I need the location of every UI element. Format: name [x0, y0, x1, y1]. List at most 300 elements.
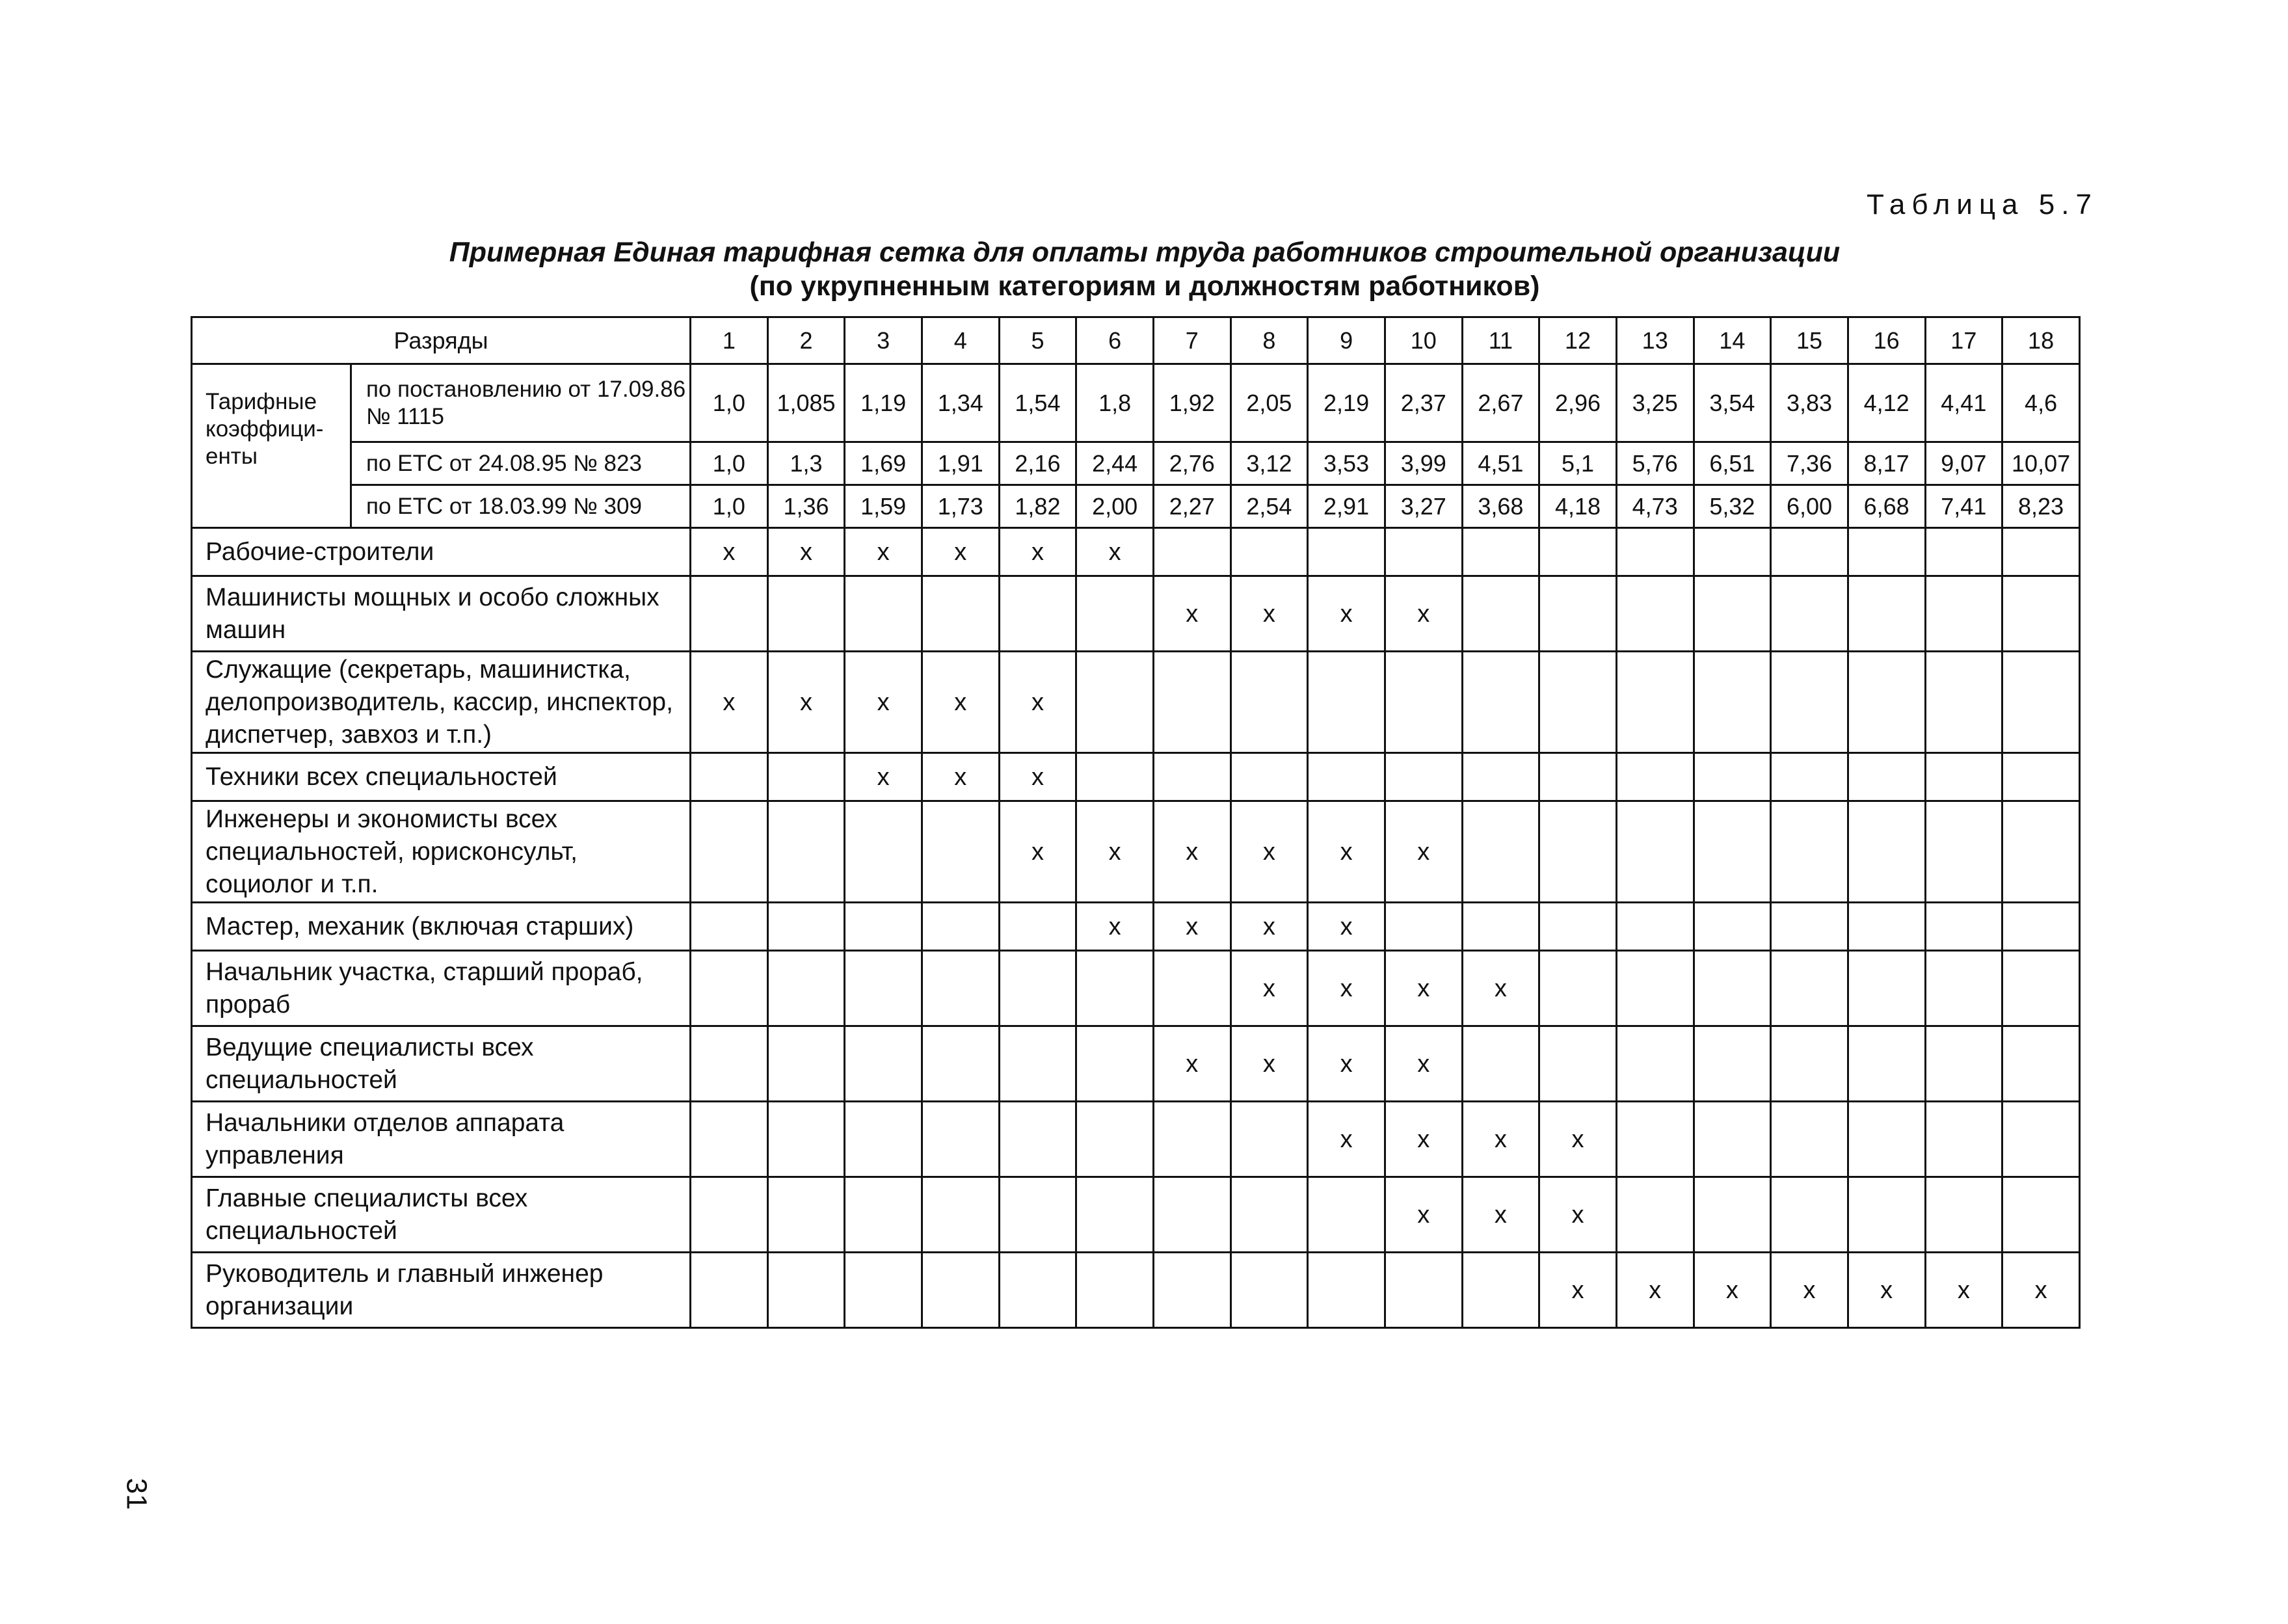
grade-mark-cell: x — [1385, 1102, 1462, 1177]
coefficient-value: 3,12 — [1230, 442, 1308, 485]
grade-mark-cell — [1925, 1102, 2002, 1177]
coefficient-value: 4,41 — [1925, 364, 2002, 442]
grade-mark-cell — [845, 1177, 922, 1253]
coefficient-value: 2,44 — [1076, 442, 1154, 485]
category-row — [192, 753, 2080, 801]
coefficient-value: 1,54 — [999, 364, 1076, 442]
grade-number: 13 — [1616, 317, 1694, 364]
grade-mark-cell — [1925, 801, 2002, 903]
coefficient-value: 2,67 — [1462, 364, 1539, 442]
grade-mark-cell — [922, 1177, 999, 1253]
grade-mark-cell — [1308, 1177, 1385, 1253]
category-label: Начальник участка, старший прораб, прораб — [192, 951, 691, 1026]
grade-mark-cell — [922, 951, 999, 1026]
grade-number: 16 — [1848, 317, 1925, 364]
grade-mark-cell — [922, 1253, 999, 1328]
grade-mark-cell: x — [1308, 903, 1385, 951]
grade-mark-cell: x — [1462, 951, 1539, 1026]
category-label: Техники всех специальностей — [192, 753, 691, 801]
coefficient-value: 4,6 — [2002, 364, 2080, 442]
page-number: 31 — [120, 1478, 153, 1510]
grade-mark-cell — [691, 951, 768, 1026]
grade-mark-cell: x — [922, 528, 999, 576]
grade-mark-cell — [767, 753, 845, 801]
grade-mark-cell: x — [999, 753, 1076, 801]
grade-mark-cell — [1153, 753, 1230, 801]
grade-mark-cell: x — [767, 528, 845, 576]
grade-mark-cell — [1308, 652, 1385, 753]
category-label: Рабочие-строители — [192, 528, 691, 576]
grade-mark-cell — [1925, 652, 2002, 753]
category-row — [192, 576, 2080, 652]
coefficient-value: 2,05 — [1230, 364, 1308, 442]
grade-mark-cell — [1616, 528, 1694, 576]
grade-mark-cell — [1076, 576, 1154, 652]
category-label: Инженеры и экономисты всех специальностей, юрисконсульт, социолог и т.п. — [192, 801, 691, 903]
grade-mark-cell: x — [2002, 1253, 2080, 1328]
grade-mark-cell: x — [1462, 1102, 1539, 1177]
grade-number: 6 — [1076, 317, 1154, 364]
grade-mark-cell — [1308, 528, 1385, 576]
grade-mark-cell — [2002, 903, 2080, 951]
grade-mark-cell — [2002, 801, 2080, 903]
grade-mark-cell — [767, 1253, 845, 1328]
grade-mark-cell — [1539, 753, 1617, 801]
grade-mark-cell — [767, 951, 845, 1026]
coefficient-source-label: по ЕТС от 18.03.99 № 309 — [351, 485, 691, 528]
grade-number: 9 — [1308, 317, 1385, 364]
grade-mark-cell — [1925, 1177, 2002, 1253]
grade-mark-cell — [1771, 652, 1848, 753]
grade-mark-cell: x — [1308, 576, 1385, 652]
grade-mark-cell — [691, 1026, 768, 1102]
grade-mark-cell: x — [691, 652, 768, 753]
coefficient-value: 1,91 — [922, 442, 999, 485]
grade-number: 3 — [845, 317, 922, 364]
grade-mark-cell — [845, 1026, 922, 1102]
grade-mark-cell — [767, 1177, 845, 1253]
coefficient-value: 4,73 — [1616, 485, 1694, 528]
grade-mark-cell: x — [999, 652, 1076, 753]
coefficient-value: 8,17 — [1848, 442, 1925, 485]
grade-mark-cell: x — [1153, 903, 1230, 951]
grade-mark-cell — [1848, 652, 1925, 753]
grade-mark-cell — [1462, 903, 1539, 951]
grade-mark-cell — [1230, 528, 1308, 576]
grade-mark-cell — [2002, 1102, 2080, 1177]
grade-mark-cell — [1385, 652, 1462, 753]
grade-mark-cell: x — [845, 652, 922, 753]
category-row — [192, 1253, 2080, 1328]
grade-mark-cell — [691, 801, 768, 903]
coefficient-value: 4,18 — [1539, 485, 1617, 528]
grade-mark-cell — [767, 903, 845, 951]
grade-mark-cell: x — [1694, 1253, 1771, 1328]
grade-mark-cell — [1771, 1177, 1848, 1253]
grade-mark-cell — [691, 1177, 768, 1253]
coefficient-value: 3,25 — [1616, 364, 1694, 442]
grade-mark-cell — [1076, 1026, 1154, 1102]
grade-mark-cell — [1076, 1177, 1154, 1253]
grade-mark-cell — [1539, 528, 1617, 576]
grade-mark-cell — [2002, 753, 2080, 801]
grade-mark-cell — [1771, 1026, 1848, 1102]
grade-mark-cell — [2002, 951, 2080, 1026]
grade-mark-cell — [1539, 903, 1617, 951]
grade-mark-cell — [999, 1253, 1076, 1328]
grade-mark-cell — [845, 951, 922, 1026]
coefficient-value: 3,99 — [1385, 442, 1462, 485]
grade-mark-cell — [922, 903, 999, 951]
grade-mark-cell — [1694, 903, 1771, 951]
coefficient-value: 1,34 — [922, 364, 999, 442]
grade-mark-cell — [1925, 951, 2002, 1026]
grade-mark-cell — [1616, 652, 1694, 753]
grade-mark-cell: x — [845, 528, 922, 576]
grade-mark-cell: x — [1385, 1177, 1462, 1253]
grade-mark-cell — [1153, 1177, 1230, 1253]
grade-mark-cell — [691, 1253, 768, 1328]
grade-mark-cell — [1616, 576, 1694, 652]
coefficient-value: 1,0 — [691, 485, 768, 528]
grade-mark-cell — [1308, 753, 1385, 801]
grade-mark-cell — [1616, 903, 1694, 951]
grade-mark-cell — [1848, 951, 1925, 1026]
grade-mark-cell — [1771, 576, 1848, 652]
grade-mark-cell — [1925, 576, 2002, 652]
category-label: Начальники отделов аппарата управления — [192, 1102, 691, 1177]
coefficient-value: 3,83 — [1771, 364, 1848, 442]
grade-mark-cell — [999, 903, 1076, 951]
category-label: Машинисты мощных и особо сложных машин — [192, 576, 691, 652]
coefficient-value: 1,8 — [1076, 364, 1154, 442]
grade-mark-cell — [922, 1102, 999, 1177]
grades-header-row — [192, 317, 2080, 364]
grade-mark-cell — [1230, 1253, 1308, 1328]
grade-mark-cell — [1462, 528, 1539, 576]
grade-mark-cell: x — [1153, 576, 1230, 652]
grade-mark-cell — [1230, 1102, 1308, 1177]
grade-mark-cell — [1616, 951, 1694, 1026]
coefficient-value: 3,54 — [1694, 364, 1771, 442]
grade-mark-cell: x — [1616, 1253, 1694, 1328]
coefficient-value: 1,36 — [767, 485, 845, 528]
grade-mark-cell — [1694, 1026, 1771, 1102]
grade-mark-cell — [1616, 753, 1694, 801]
grade-number: 2 — [767, 317, 845, 364]
grade-mark-cell — [1848, 903, 1925, 951]
category-row — [192, 903, 2080, 951]
coefficient-value: 7,36 — [1771, 442, 1848, 485]
grade-mark-cell: x — [1153, 801, 1230, 903]
grade-mark-cell — [1925, 753, 2002, 801]
grade-mark-cell: x — [691, 528, 768, 576]
grade-mark-cell: x — [1308, 1026, 1385, 1102]
grade-mark-cell — [1462, 652, 1539, 753]
coefficient-value: 1,92 — [1153, 364, 1230, 442]
grade-number: 15 — [1771, 317, 1848, 364]
grade-mark-cell — [1616, 1102, 1694, 1177]
coefficient-value: 2,37 — [1385, 364, 1462, 442]
grade-number: 12 — [1539, 317, 1617, 364]
coefficient-value: 1,085 — [767, 364, 845, 442]
coefficient-value: 2,19 — [1308, 364, 1385, 442]
grade-mark-cell — [1771, 1102, 1848, 1177]
grade-mark-cell — [1848, 1177, 1925, 1253]
grade-mark-cell — [845, 801, 922, 903]
grade-mark-cell — [845, 576, 922, 652]
category-label: Мастер, механик (включая старших) — [192, 903, 691, 951]
grade-number: 17 — [1925, 317, 2002, 364]
grade-mark-cell — [1616, 801, 1694, 903]
grade-mark-cell — [1694, 576, 1771, 652]
grade-mark-cell — [2002, 1177, 2080, 1253]
coefficient-row — [192, 442, 2080, 485]
grade-mark-cell — [1076, 1253, 1154, 1328]
grade-mark-cell: x — [1076, 903, 1154, 951]
grade-mark-cell — [1771, 903, 1848, 951]
grade-mark-cell — [1925, 1026, 2002, 1102]
category-row — [192, 1102, 2080, 1177]
grade-mark-cell: x — [1539, 1177, 1617, 1253]
grade-mark-cell — [1076, 652, 1154, 753]
grade-mark-cell — [691, 903, 768, 951]
grade-mark-cell — [1385, 753, 1462, 801]
grade-mark-cell: x — [1076, 528, 1154, 576]
coefficient-value: 10,07 — [2002, 442, 2080, 485]
grade-mark-cell — [2002, 1026, 2080, 1102]
grade-mark-cell: x — [1230, 801, 1308, 903]
grade-mark-cell: x — [1230, 903, 1308, 951]
coefficient-value: 2,91 — [1308, 485, 1385, 528]
grade-mark-cell — [1153, 1102, 1230, 1177]
grade-mark-cell — [1076, 753, 1154, 801]
grade-mark-cell — [2002, 652, 2080, 753]
grade-mark-cell: x — [1230, 1026, 1308, 1102]
grade-mark-cell: x — [1925, 1253, 2002, 1328]
grade-number: 7 — [1153, 317, 1230, 364]
grade-mark-cell — [1925, 903, 2002, 951]
grade-mark-cell — [1539, 652, 1617, 753]
grade-mark-cell — [922, 576, 999, 652]
grade-mark-cell — [1153, 528, 1230, 576]
grade-mark-cell: x — [1308, 801, 1385, 903]
coefficient-value: 2,16 — [999, 442, 1076, 485]
category-row — [192, 652, 2080, 753]
grade-mark-cell — [1694, 1177, 1771, 1253]
grade-number: 8 — [1230, 317, 1308, 364]
coefficient-value: 1,0 — [691, 442, 768, 485]
coefficient-value: 3,68 — [1462, 485, 1539, 528]
grade-number: 1 — [691, 317, 768, 364]
grade-mark-cell: x — [845, 753, 922, 801]
grade-mark-cell — [2002, 528, 2080, 576]
coefficient-value: 1,19 — [845, 364, 922, 442]
grade-mark-cell — [1694, 753, 1771, 801]
coefficient-value: 1,0 — [691, 364, 768, 442]
coefficient-value: 9,07 — [1925, 442, 2002, 485]
category-label: Главные специалисты всех специальностей — [192, 1177, 691, 1253]
coefficient-value: 2,76 — [1153, 442, 1230, 485]
grade-mark-cell — [1462, 576, 1539, 652]
grade-mark-cell — [922, 801, 999, 903]
grade-mark-cell — [1385, 1253, 1462, 1328]
grade-mark-cell: x — [1848, 1253, 1925, 1328]
grade-mark-cell: x — [1539, 1102, 1617, 1177]
grade-mark-cell: x — [1385, 801, 1462, 903]
grade-mark-cell — [691, 576, 768, 652]
category-row — [192, 528, 2080, 576]
coefficient-value: 5,1 — [1539, 442, 1617, 485]
grade-number: 11 — [1462, 317, 1539, 364]
coefficient-source-label: по ЕТС от 24.08.95 № 823 — [351, 442, 691, 485]
grade-mark-cell — [1308, 1253, 1385, 1328]
tariff-coefficients-label: Тарифные коэффици-енты — [192, 364, 351, 528]
grade-mark-cell — [1539, 576, 1617, 652]
coefficient-value: 1,69 — [845, 442, 922, 485]
grade-mark-cell — [1539, 951, 1617, 1026]
coefficient-value: 5,76 — [1616, 442, 1694, 485]
grade-mark-cell — [691, 1102, 768, 1177]
grade-mark-cell — [1694, 951, 1771, 1026]
grade-mark-cell: x — [1308, 951, 1385, 1026]
grade-mark-cell — [767, 801, 845, 903]
table-title — [260, 235, 2029, 303]
grade-mark-cell — [1694, 528, 1771, 576]
grade-mark-cell: x — [999, 528, 1076, 576]
grade-mark-cell — [1539, 1026, 1617, 1102]
coefficient-value: 4,12 — [1848, 364, 1925, 442]
grade-number: 14 — [1694, 317, 1771, 364]
table-title-line1: Примерная Единая тарифная сетка для оплаты труда работников строительной организации — [449, 237, 1841, 268]
coefficient-value: 6,00 — [1771, 485, 1848, 528]
coefficient-value: 4,51 — [1462, 442, 1539, 485]
coefficient-row — [192, 485, 2080, 528]
grade-number: 4 — [922, 317, 999, 364]
grade-mark-cell — [1230, 1177, 1308, 1253]
grade-mark-cell — [1462, 1253, 1539, 1328]
grade-mark-cell — [1694, 801, 1771, 903]
grade-mark-cell — [1616, 1026, 1694, 1102]
grade-mark-cell: x — [1539, 1253, 1617, 1328]
grade-mark-cell — [1153, 652, 1230, 753]
grade-mark-cell — [1230, 753, 1308, 801]
grade-mark-cell — [1848, 528, 1925, 576]
grade-mark-cell — [999, 1177, 1076, 1253]
category-row — [192, 801, 2080, 903]
grade-mark-cell — [1848, 753, 1925, 801]
category-label: Руководитель и главный инженер организации — [192, 1253, 691, 1328]
grade-mark-cell — [1385, 528, 1462, 576]
coefficient-value: 2,27 — [1153, 485, 1230, 528]
grade-mark-cell — [1076, 1102, 1154, 1177]
coefficient-value: 1,59 — [845, 485, 922, 528]
tariff-grid-table — [191, 316, 2081, 1329]
coefficient-value: 7,41 — [1925, 485, 2002, 528]
coefficient-value: 1,82 — [999, 485, 1076, 528]
grade-mark-cell — [1694, 652, 1771, 753]
grades-label: Разряды — [192, 317, 691, 364]
grade-mark-cell — [999, 576, 1076, 652]
category-label: Служащие (секретарь, машинистка, делопроизводитель, кассир, инспектор, диспетчер, завхоз и т.п.) — [192, 652, 691, 753]
grade-mark-cell — [1771, 528, 1848, 576]
table-number-label: Таблица 5.7 — [1867, 189, 2098, 220]
grade-number: 10 — [1385, 317, 1462, 364]
grade-number: 18 — [2002, 317, 2080, 364]
grade-mark-cell — [767, 1102, 845, 1177]
grade-mark-cell — [999, 1026, 1076, 1102]
grade-mark-cell — [1230, 652, 1308, 753]
coefficient-value: 1,73 — [922, 485, 999, 528]
category-row — [192, 1177, 2080, 1253]
grade-mark-cell — [845, 1102, 922, 1177]
grade-mark-cell: x — [1771, 1253, 1848, 1328]
coefficient-value: 2,54 — [1230, 485, 1308, 528]
grade-mark-cell — [1694, 1102, 1771, 1177]
grade-mark-cell: x — [767, 652, 845, 753]
coefficient-source-label: по постановлению от 17.09.86 № 1115 — [351, 364, 691, 442]
grade-mark-cell — [1616, 1177, 1694, 1253]
grade-mark-cell — [922, 1026, 999, 1102]
coefficient-row — [192, 364, 2080, 442]
grade-mark-cell — [1153, 951, 1230, 1026]
grade-mark-cell — [1771, 951, 1848, 1026]
grade-mark-cell: x — [999, 801, 1076, 903]
coefficient-value: 6,68 — [1848, 485, 1925, 528]
coefficient-value: 1,3 — [767, 442, 845, 485]
grade-mark-cell — [999, 951, 1076, 1026]
grade-mark-cell — [1076, 951, 1154, 1026]
grade-mark-cell — [1462, 1026, 1539, 1102]
coefficient-value: 2,96 — [1539, 364, 1617, 442]
table-title-line2: (по укрупненным категориям и должностям работников) — [749, 271, 1540, 302]
grade-mark-cell — [999, 1102, 1076, 1177]
grade-mark-cell — [767, 576, 845, 652]
grade-mark-cell — [691, 753, 768, 801]
grade-mark-cell: x — [1462, 1177, 1539, 1253]
grade-mark-cell: x — [1230, 951, 1308, 1026]
grade-mark-cell: x — [1076, 801, 1154, 903]
category-row — [192, 1026, 2080, 1102]
coefficient-value: 3,27 — [1385, 485, 1462, 528]
coefficient-value: 3,53 — [1308, 442, 1385, 485]
grade-mark-cell — [1462, 753, 1539, 801]
coefficient-value: 6,51 — [1694, 442, 1771, 485]
grade-mark-cell: x — [1230, 576, 1308, 652]
grade-mark-cell — [1848, 1026, 1925, 1102]
grade-mark-cell — [1385, 903, 1462, 951]
grade-mark-cell — [1848, 801, 1925, 903]
grade-mark-cell — [1771, 801, 1848, 903]
grade-mark-cell — [1925, 528, 2002, 576]
grade-mark-cell — [845, 903, 922, 951]
grade-mark-cell: x — [1308, 1102, 1385, 1177]
grade-mark-cell — [1153, 1253, 1230, 1328]
grade-mark-cell: x — [922, 753, 999, 801]
grade-mark-cell — [1462, 801, 1539, 903]
grade-mark-cell — [1848, 576, 1925, 652]
category-row — [192, 951, 2080, 1026]
grade-mark-cell — [767, 1026, 845, 1102]
coefficient-value: 2,00 — [1076, 485, 1154, 528]
grade-mark-cell: x — [1385, 951, 1462, 1026]
grade-mark-cell: x — [922, 652, 999, 753]
coefficient-value: 8,23 — [2002, 485, 2080, 528]
grade-mark-cell — [1848, 1102, 1925, 1177]
grade-mark-cell: x — [1385, 1026, 1462, 1102]
grade-mark-cell — [1539, 801, 1617, 903]
grade-number: 5 — [999, 317, 1076, 364]
